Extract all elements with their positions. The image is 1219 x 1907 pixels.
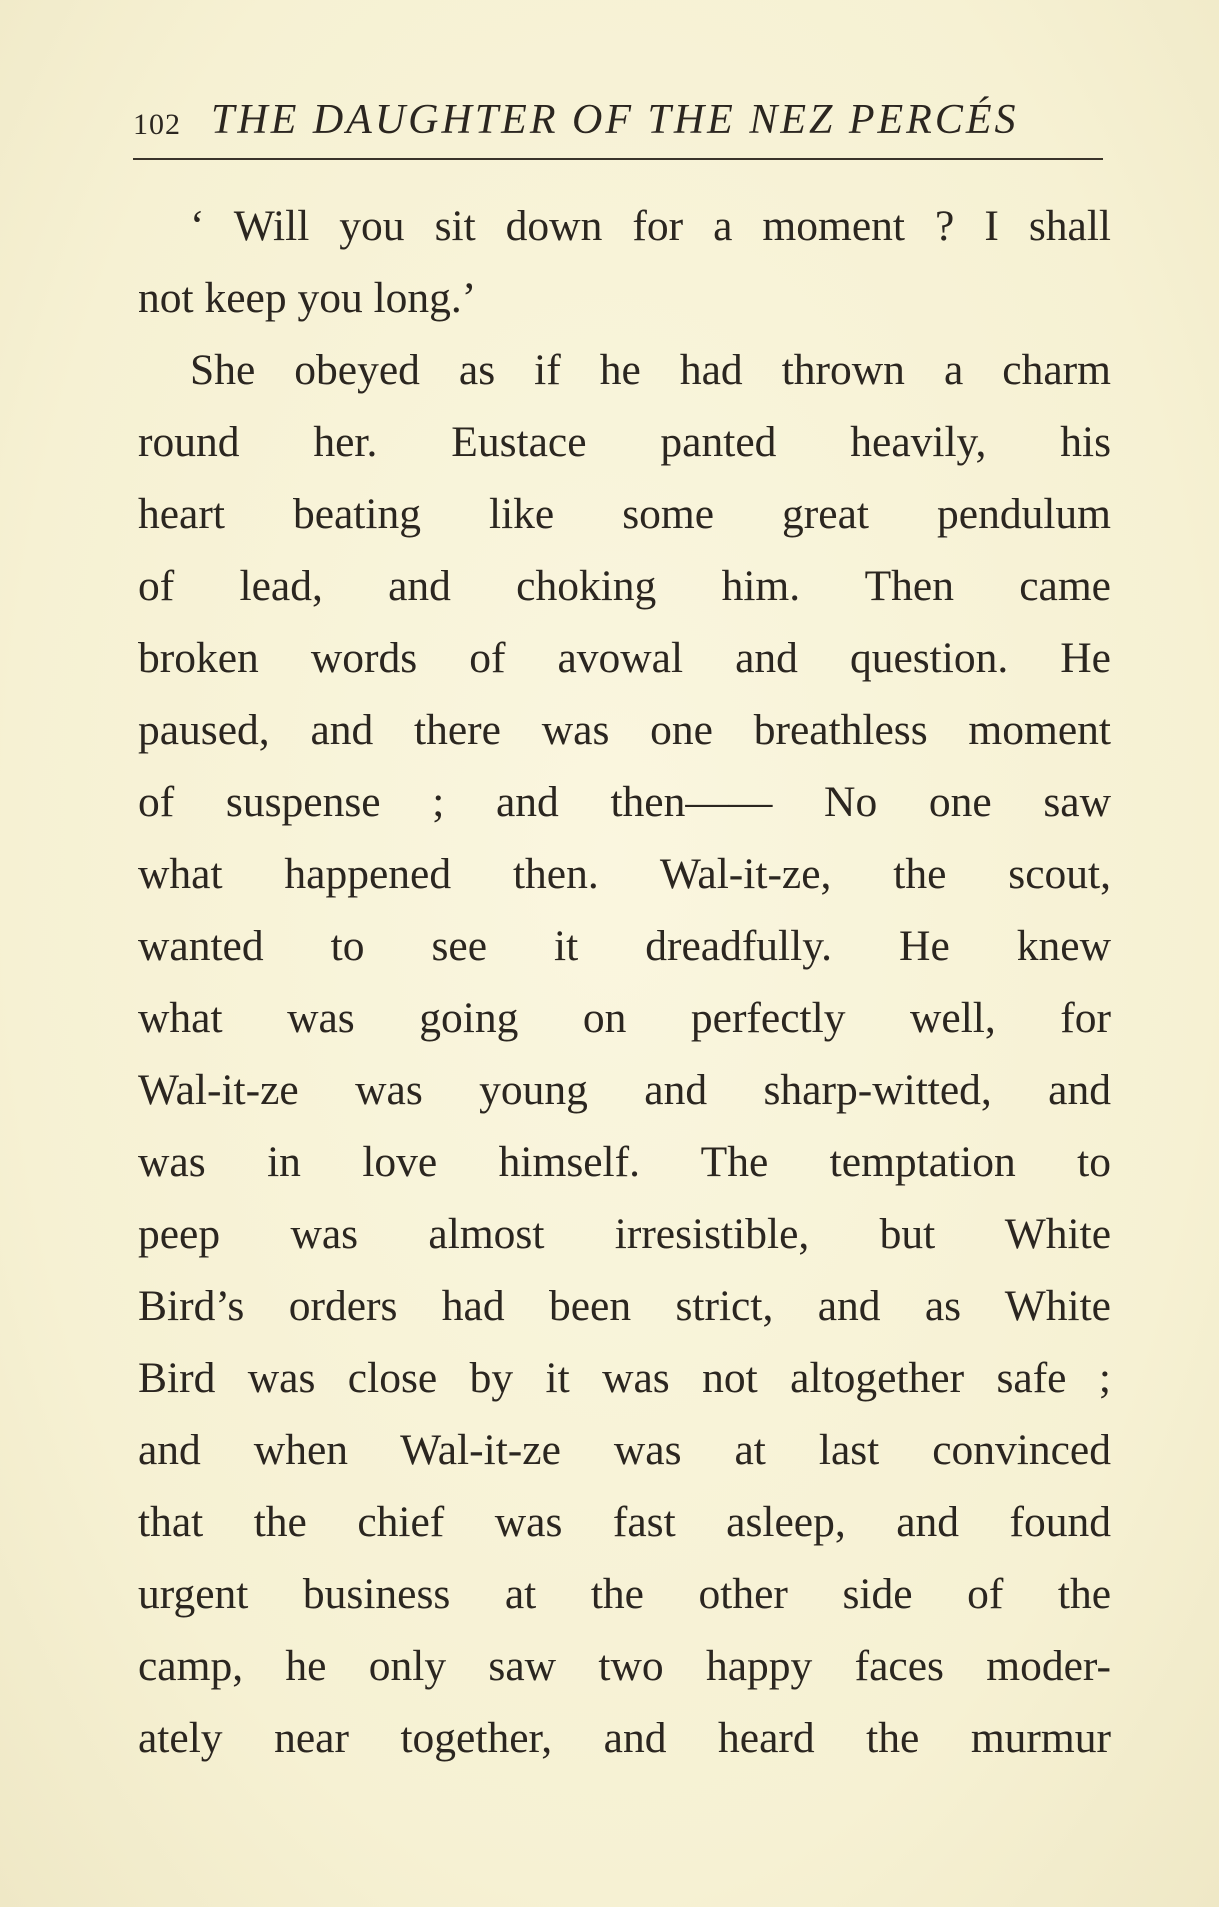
text-line: round her. Eustace panted heavily, his <box>138 418 1111 466</box>
text-line: what happened then. Wal-it-ze, the scout, <box>138 850 1111 898</box>
text-line: Wal-it-ze was young and sharp-witted, and <box>138 1066 1111 1114</box>
text-line: broken words of avowal and question. He <box>138 634 1111 682</box>
text-line: paused, and there was one breathless moment <box>138 706 1111 754</box>
text-line: of lead, and choking him. Then came <box>138 562 1111 610</box>
text-line: and when Wal-it-ze was at last convinced <box>138 1426 1111 1474</box>
page-header <box>133 96 1103 156</box>
text-line: camp, he only saw two happy faces moder- <box>138 1642 1111 1690</box>
page-number: 102 <box>133 108 181 141</box>
text-line: that the chief was fast asleep, and found <box>138 1498 1111 1546</box>
text-line: was in love himself. The temptation to <box>138 1138 1111 1186</box>
text-line: urgent business at the other side of the <box>138 1570 1111 1618</box>
text-line: She obeyed as if he had thrown a charm <box>190 346 1111 394</box>
text-line: peep was almost irresistible, but White <box>138 1210 1111 1258</box>
running-title: THE DAUGHTER OF THE NEZ PERCÉS <box>211 97 1019 143</box>
text-line: Bird’s orders had been strict, and as White <box>138 1282 1111 1330</box>
text-line: not keep you long.’ <box>138 274 477 322</box>
text-line: what was going on perfectly well, for <box>138 994 1111 1042</box>
text-line: of suspense ; and then—— No one saw <box>138 778 1111 826</box>
header-rule <box>133 158 1103 160</box>
text-line: wanted to see it dreadfully. He knew <box>138 922 1111 970</box>
text-line: heart beating like some great pendulum <box>138 490 1111 538</box>
text-line: ‘ Will you sit down for a moment ? I shall <box>190 202 1111 250</box>
text-line: ately near together, and heard the murmur <box>138 1714 1111 1762</box>
body-text <box>138 190 1111 1774</box>
text-line: Bird was close by it was not altogether safe ; <box>138 1354 1111 1402</box>
